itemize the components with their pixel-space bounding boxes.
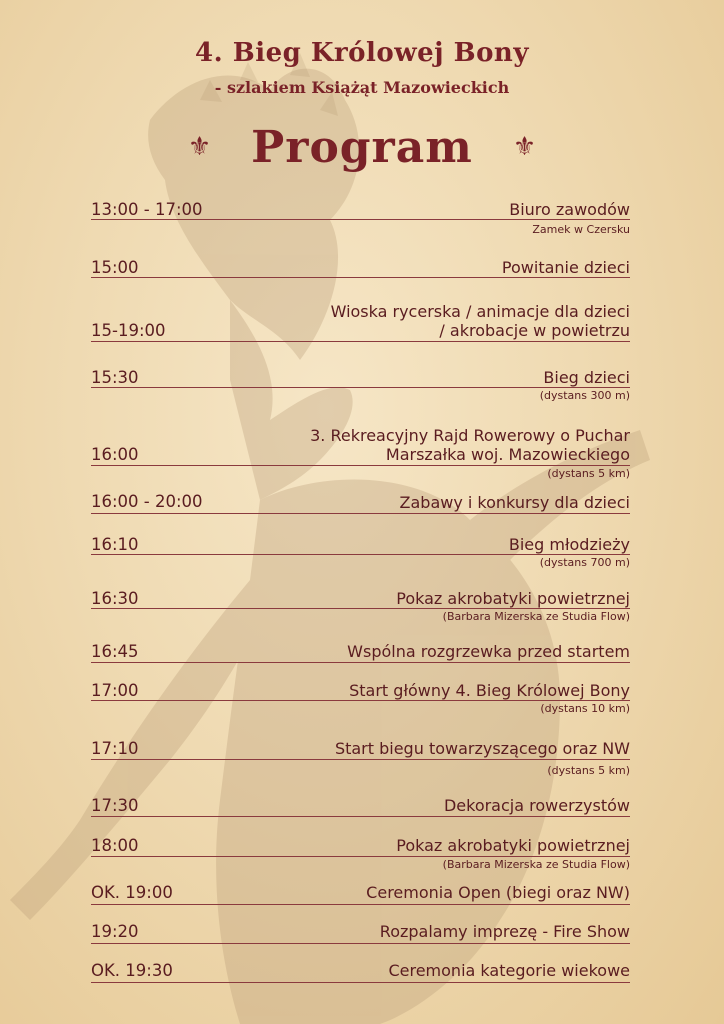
schedule-event: Bieg młodzieży: [508, 535, 630, 554]
schedule-event: Biuro zawodów: [509, 200, 630, 219]
divider-line: [91, 856, 630, 857]
schedule-time: 18:00: [91, 836, 139, 855]
schedule-event: Dekoracja rowerzystów: [443, 796, 630, 815]
schedule-note: (Barbara Mizerska ze Studia Flow): [442, 610, 630, 623]
schedule-event: Ceremonia kategorie wiekowe: [388, 961, 630, 980]
schedule-time: 17:30: [91, 796, 139, 815]
schedule-note: (dystans 10 km): [540, 702, 630, 715]
event-title: 4. Bieg Królowej Bony: [195, 38, 529, 68]
schedule-event: Zabawy i konkursy dla dzieci: [399, 493, 630, 512]
divider-line: [91, 904, 630, 905]
schedule-time: OK. 19:00: [91, 883, 173, 902]
schedule-event: Powitanie dzieci: [501, 258, 630, 277]
schedule-event: Wspólna rozgrzewka przed startem: [347, 642, 630, 661]
schedule-event: Start główny 4. Bieg Królowej Bony: [349, 681, 630, 700]
schedule-time: 19:20: [91, 922, 139, 941]
program-heading-row: [0, 112, 724, 182]
schedule-time: 17:00: [91, 681, 139, 700]
schedule-event: Marszałka woj. Mazowieckiego: [385, 445, 630, 464]
event-subtitle: - szlakiem Książąt Mazowieckich: [214, 78, 510, 97]
schedule-time: 15-19:00: [91, 321, 166, 340]
schedule-event: Bieg dzieci: [543, 368, 630, 387]
divider-line: [91, 341, 630, 342]
divider-line: [91, 608, 630, 609]
schedule-note: (dystans 5 km): [547, 764, 630, 777]
program-title: Program: [251, 121, 473, 173]
schedule-time: 13:00 - 17:00: [91, 200, 203, 219]
divider-line: [91, 816, 630, 817]
divider-line: [91, 662, 630, 663]
schedule-note: (dystans 5 km): [547, 467, 630, 480]
schedule-time: 16:10: [91, 535, 139, 554]
schedule-time: 17:10: [91, 739, 139, 758]
divider-line: [91, 982, 630, 983]
divider-line: [91, 387, 630, 388]
schedule-time: 16:00 - 20:00: [91, 492, 203, 511]
divider-line: [91, 465, 630, 466]
divider-line: [91, 700, 630, 701]
schedule-event: Start biegu towarzyszącego oraz NW: [334, 739, 630, 758]
divider-line: [91, 554, 630, 555]
divider-line: [91, 219, 630, 220]
schedule-event: Rozpalamy imprezę - Fire Show: [379, 922, 630, 941]
fleur-de-lis-icon-left: ⚜: [187, 132, 212, 162]
schedule-event: Ceremonia Open (biegi oraz NW): [366, 883, 630, 902]
schedule-time: 15:00: [91, 258, 139, 277]
schedule-time: 15:30: [91, 368, 139, 387]
schedule-time: 16:00: [91, 445, 139, 464]
schedule-note: Zamek w Czersku: [532, 223, 630, 236]
divider-line: [91, 513, 630, 514]
schedule-event: Pokaz akrobatyki powietrznej: [396, 836, 630, 855]
schedule-note: (Barbara Mizerska ze Studia Flow): [442, 858, 630, 871]
schedule-event: Pokaz akrobatyki powietrznej: [396, 589, 630, 608]
schedule-event-line1: Wioska rycerska / animacje dla dzieci: [330, 302, 630, 321]
schedule-time: 16:45: [91, 642, 139, 661]
fleur-de-lis-icon-right: ⚜: [512, 132, 537, 162]
divider-line: [91, 277, 630, 278]
divider-line: [91, 943, 630, 944]
schedule-time: 16:30: [91, 589, 139, 608]
schedule-note: (dystans 700 m): [539, 556, 630, 569]
divider-line: [91, 759, 630, 760]
schedule-note: (dystans 300 m): [539, 389, 630, 402]
schedule-time: OK. 19:30: [91, 961, 173, 980]
schedule-event-line1: 3. Rekreacyjny Rajd Rowerowy o Puchar: [310, 426, 630, 445]
schedule-event: / akrobacje w powietrzu: [439, 321, 630, 340]
